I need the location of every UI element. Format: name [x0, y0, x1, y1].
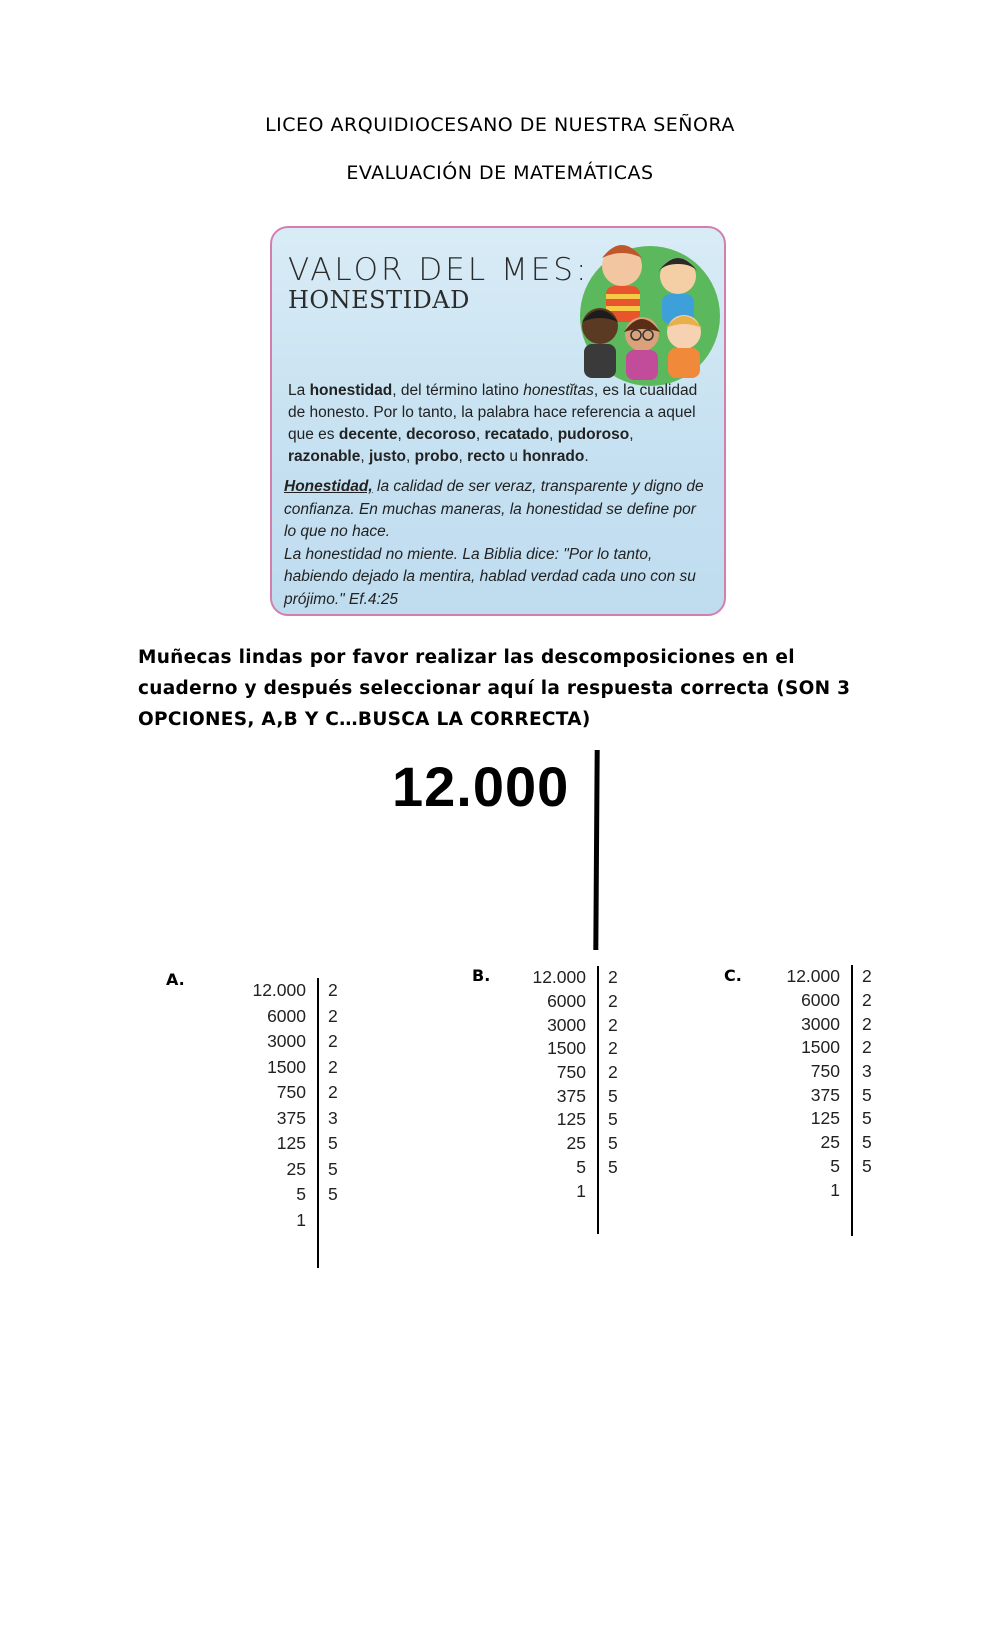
- option-c-decomposition[interactable]: [752, 965, 872, 1202]
- decomposition-row: [752, 1012, 872, 1036]
- option-a-decomposition[interactable]: [220, 978, 338, 1233]
- card-subheading: HONESTIDAD: [288, 286, 470, 314]
- divisor-value: 5: [862, 1155, 872, 1176]
- decomposition-row: [752, 1131, 872, 1155]
- divisor-value: 2: [862, 966, 872, 987]
- decomposition-row: [500, 1037, 618, 1061]
- divisor-value: 5: [608, 1133, 618, 1154]
- divisor-value: 2: [328, 1056, 338, 1077]
- decomposition-row: [220, 1029, 338, 1055]
- dividend-value: 125: [810, 1108, 840, 1129]
- dividend-value: 375: [276, 1107, 306, 1128]
- decomposition-row: [752, 1107, 872, 1131]
- divisor-value: 5: [862, 1084, 872, 1105]
- dividend-value: 3000: [801, 1013, 840, 1034]
- divisor-value: 2: [608, 1014, 618, 1035]
- school-title: LICEO ARQUIDIOCESANO DE NUESTRA SEÑORA: [265, 114, 735, 136]
- option-c-label: C.: [724, 966, 742, 985]
- decomposition-row: [220, 1080, 338, 1106]
- divisor-value: 2: [608, 967, 618, 988]
- dividend-value: 125: [556, 1109, 586, 1130]
- problem-number: 12.000: [392, 755, 570, 818]
- dividend-value: 5: [830, 1155, 840, 1176]
- decomposition-row: [500, 1084, 618, 1108]
- decomposition-row: [752, 1036, 872, 1060]
- divisor-value: 2: [862, 990, 872, 1011]
- dividend-value: 1: [576, 1180, 586, 1201]
- divisor-value: 5: [328, 1158, 338, 1179]
- dividend-value: 6000: [801, 990, 840, 1011]
- instructions-text: Muñecas lindas por favor realizar las descomposiciones en el cuaderno y después seleccionar aquí la respuesta correcta (SON 3 OPCIONES, A,B Y C…BUSCA LA CORRECTA): [138, 647, 851, 730]
- option-b-line: [597, 966, 599, 1234]
- dividend-value: 25: [566, 1133, 586, 1154]
- divisor-value: 5: [862, 1108, 872, 1129]
- divisor-value: 2: [328, 1005, 338, 1026]
- decomposition-row: [500, 1132, 618, 1156]
- decomposition-row: [500, 990, 618, 1014]
- dividend-value: 1500: [801, 1037, 840, 1058]
- children-illustration: [570, 228, 720, 388]
- value-of-month-card: [270, 226, 726, 616]
- exam-title: EVALUACIÓN DE MATEMÁTICAS: [346, 162, 654, 184]
- dividend-value: 1: [296, 1209, 306, 1230]
- divisor-value: 5: [608, 1109, 618, 1130]
- option-b-decomposition[interactable]: [500, 966, 618, 1203]
- card-heading: VALOR DEL MES:: [288, 252, 590, 288]
- divisor-value: 2: [328, 1031, 338, 1052]
- decomposition-row: [220, 1182, 338, 1208]
- dividend-value: 3000: [547, 1014, 586, 1035]
- decomposition-row: [220, 1055, 338, 1081]
- divisor-value: 3: [328, 1107, 338, 1128]
- dividend-value: 12.000: [252, 980, 306, 1001]
- option-a-line: [317, 978, 319, 1268]
- dividend-value: 3000: [267, 1031, 306, 1052]
- decomposition-row: [752, 965, 872, 989]
- divisor-value: 2: [608, 1062, 618, 1083]
- divisor-value: 2: [862, 1037, 872, 1058]
- dividend-value: 375: [810, 1084, 840, 1105]
- dividend-value: 5: [296, 1184, 306, 1205]
- decomposition-row: [500, 966, 618, 990]
- division-line: [593, 750, 599, 950]
- dividend-value: 375: [556, 1085, 586, 1106]
- decomposition-row: [500, 1156, 618, 1180]
- dividend-value: 6000: [267, 1005, 306, 1026]
- dividend-value: 12.000: [532, 967, 586, 988]
- honesty-quote: Honestidad, la calidad de ser veraz, transparente y digno de confianza. En muchas maneras, la honestidad se define por lo que no hace. La honestidad no miente. La Biblia dice: "Por lo tanto, habiendo dejado la mentira, hablad verdad cada uno con su prójimo." Ef.4:25: [284, 478, 704, 608]
- decomposition-row: [752, 1060, 872, 1084]
- dividend-value: 1500: [267, 1056, 306, 1077]
- decomposition-row: [220, 1106, 338, 1132]
- dividend-value: 125: [276, 1133, 306, 1154]
- dividend-value: 750: [556, 1062, 586, 1083]
- divisor-value: 2: [862, 1013, 872, 1034]
- divisor-value: 2: [608, 1038, 618, 1059]
- decomposition-row: [220, 1004, 338, 1030]
- divisor-value: 5: [608, 1085, 618, 1106]
- divisor-value: 2: [328, 1082, 338, 1103]
- dividend-value: 25: [820, 1132, 840, 1153]
- divisor-value: 3: [862, 1061, 872, 1082]
- dividend-value: 1500: [547, 1038, 586, 1059]
- decomposition-row: [500, 1179, 618, 1203]
- divisor-value: 2: [328, 980, 338, 1001]
- dividend-value: 12.000: [786, 966, 840, 987]
- decomposition-row: [752, 1178, 872, 1202]
- decomposition-row: [220, 1131, 338, 1157]
- dividend-value: 750: [810, 1061, 840, 1082]
- decomposition-row: [752, 989, 872, 1013]
- decomposition-row: [500, 1013, 618, 1037]
- dividend-value: 1: [830, 1179, 840, 1200]
- decomposition-row: [752, 1083, 872, 1107]
- option-b-label: B.: [472, 966, 491, 985]
- decomposition-row: [220, 978, 338, 1004]
- dividend-value: 6000: [547, 991, 586, 1012]
- decomposition-row: [220, 1208, 338, 1234]
- divisor-value: 5: [862, 1132, 872, 1153]
- decomposition-row: [220, 1157, 338, 1183]
- honesty-definition: La honestidad, del término latino honestĭtas, es la cualidad de honesto. Por lo tanto, la palabra hace referencia a aquel que es decente, decoroso, recatado, pudoroso, razonable, justo, probo, recto u honrado.: [288, 382, 698, 465]
- dividend-value: 25: [286, 1158, 306, 1179]
- option-a-label: A.: [166, 970, 185, 989]
- divisor-value: 5: [328, 1133, 338, 1154]
- decomposition-row: [500, 1108, 618, 1132]
- dividend-value: 750: [276, 1082, 306, 1103]
- decomposition-row: [500, 1061, 618, 1085]
- divisor-value: 5: [328, 1184, 338, 1205]
- option-c-line: [851, 965, 853, 1236]
- decomposition-row: [752, 1155, 872, 1179]
- divisor-value: 5: [608, 1156, 618, 1177]
- divisor-value: 2: [608, 991, 618, 1012]
- dividend-value: 5: [576, 1156, 586, 1177]
